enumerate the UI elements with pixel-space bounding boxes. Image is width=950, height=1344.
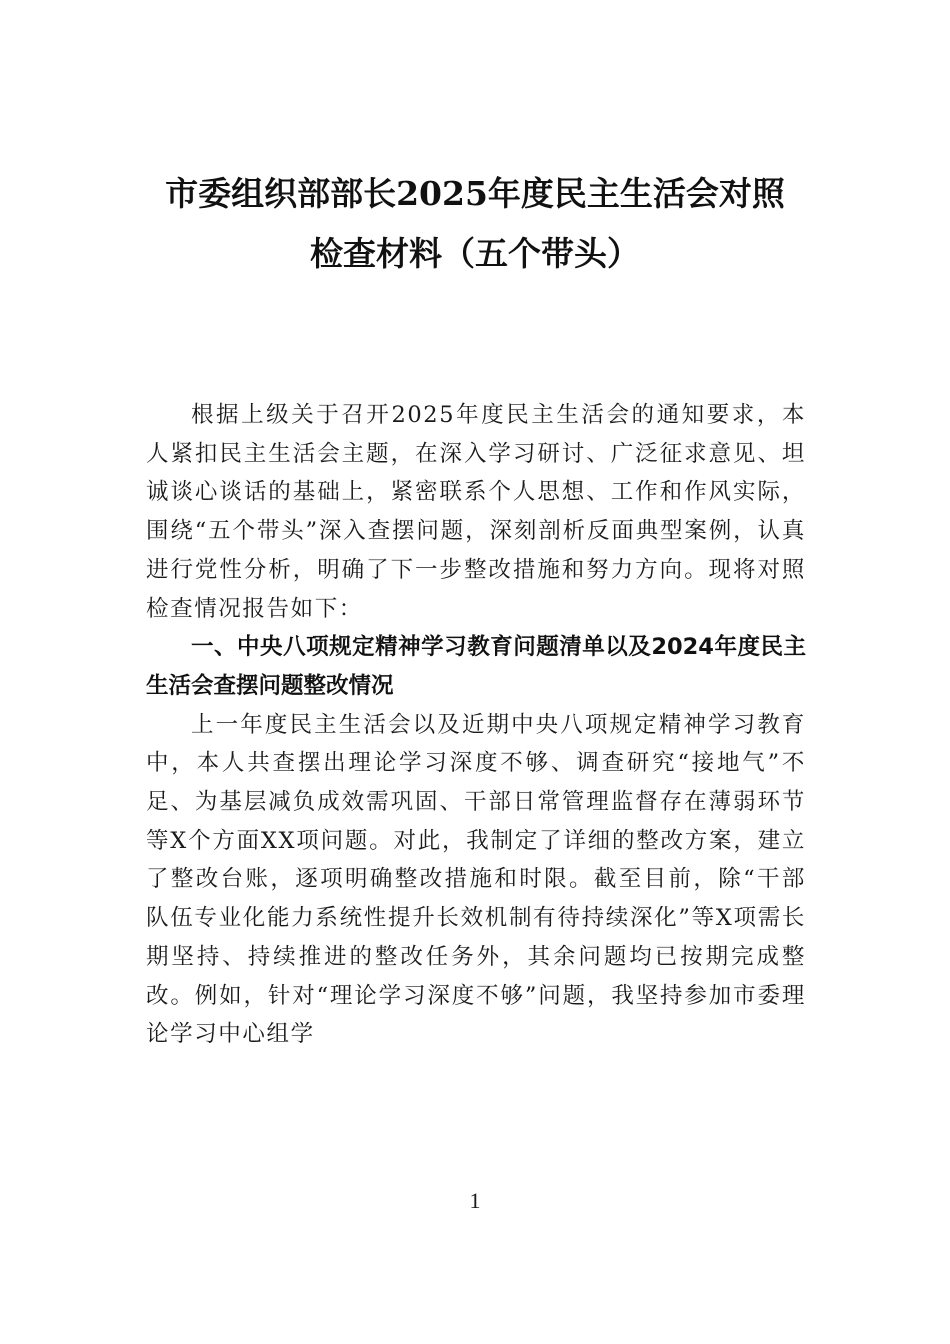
intro-paragraph: 根据上级关于召开2025年度民主生活会的通知要求，本人紧扣民主生活会主题，在深入学习研讨、广泛征求意见、坦诚谈心谈话的基础上，紧密联系个人思想、工作和作风实际，围绕“五个带头”深入查摆问题，深刻剖析反面典型案例，认真进行党性分析，明确了下一步整改措施和努力方向。现将对照检查情况报告如下：: [146, 402, 806, 622]
title-line-1: 市委组织部部长2025年度民主生活会对照: [165, 174, 785, 213]
page-number: 1: [469, 1188, 481, 1213]
title-line-2: 检查材料（五个带头）: [310, 234, 640, 273]
section-1-heading: 一、中央八项规定精神学习教育问题清单以及2024年度民主生活会查摆问题整改情况: [146, 634, 806, 699]
section-1-paragraph: 上一年度民主生活会以及近期中央八项规定精神学习教育中，本人共查摆出理论学习深度不够、调查研究“接地气”不足、为基层减负成效需巩固、干部日常管理监督存在薄弱环节等X个方面XX项问题。对此，我制定了详细的整改方案，建立了整改台账，逐项明确整改措施和时限。截至目前，除“干部队伍专业化能力系统性提升长效机制有待持续深化”等X项需长期坚持、持续推进的整改任务外，其余问题均已按期完成整改。例如，针对“理论学习深度不够”问题，我坚持参加市委理论学习中心组学: [146, 711, 806, 1048]
document-body: [146, 396, 806, 1054]
document-title: [140, 164, 810, 284]
